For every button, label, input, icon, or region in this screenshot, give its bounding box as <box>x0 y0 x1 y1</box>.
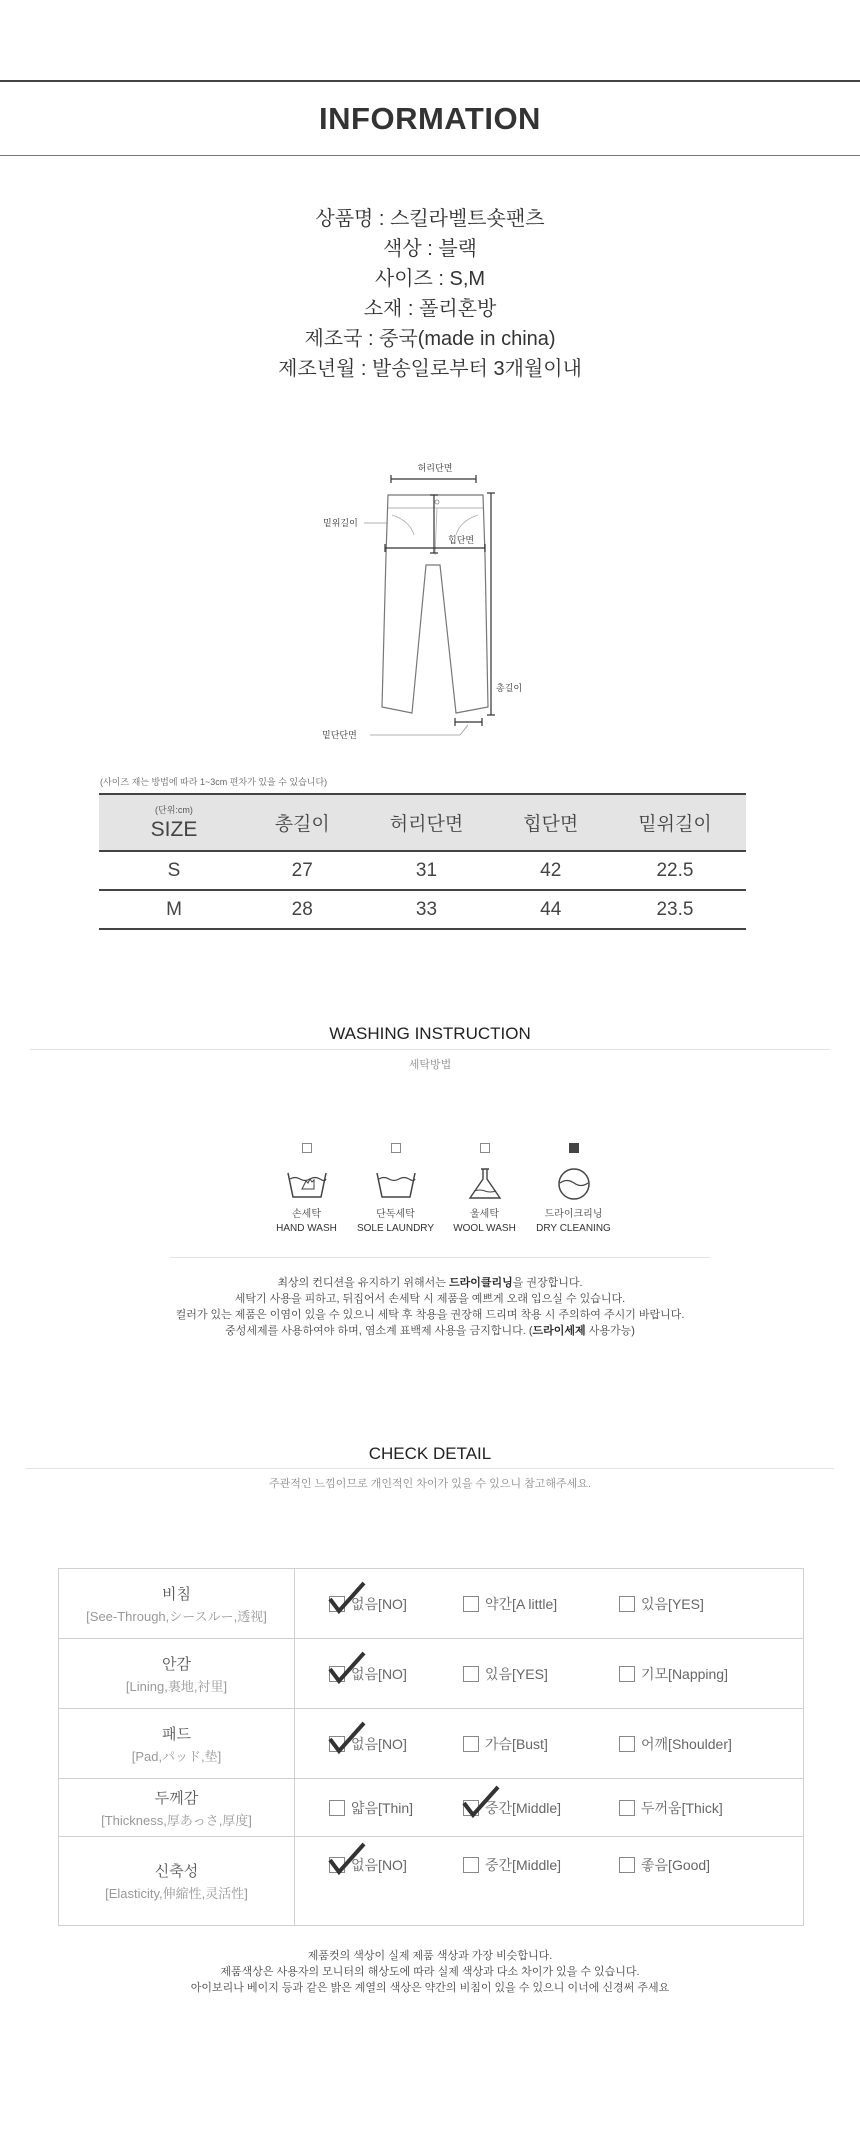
value-cell: 33 <box>415 898 438 920</box>
option[interactable] <box>619 1594 704 1614</box>
note-text: 사용가능) <box>585 1325 635 1337</box>
checkbox[interactable] <box>463 1666 479 1682</box>
size-table-header <box>99 794 746 851</box>
check-detail-title: CHECK DETAIL <box>368 1444 492 1463</box>
value-cell: 28 <box>291 898 313 920</box>
option-label: 없음[NO] <box>351 1735 407 1752</box>
value-cell: 27 <box>291 859 313 881</box>
wash-label-ko: 드라이크리닝 <box>544 1209 603 1220</box>
checkmark-icon <box>327 1721 367 1755</box>
option[interactable] <box>463 1594 557 1614</box>
check-detail-subtitle: 주관적인 느낌이므로 개인적인 차이가 있을 수 있으니 참고해주세요. <box>269 1478 591 1490</box>
option-label: 기모[Napping] <box>641 1665 728 1682</box>
dry-cleaning-icon <box>551 1167 597 1201</box>
checkbox[interactable] <box>619 1596 635 1612</box>
checkbox[interactable] <box>329 1736 345 1752</box>
column-rise: 밑위길이 <box>638 814 712 835</box>
hand-wash-icon <box>284 1167 330 1201</box>
option-checked[interactable] <box>329 1734 407 1754</box>
sole-laundry-icon <box>373 1167 419 1201</box>
column-hip: 힙단면 <box>523 814 579 835</box>
wash-notes <box>0 1275 860 1339</box>
check-row-lining <box>59 1639 803 1709</box>
table-row <box>99 851 746 890</box>
check-label <box>59 1779 295 1836</box>
wash-note-line <box>0 1323 860 1339</box>
product-manufacture-date: 제조년월 : 발송일로부터 3개월이내 <box>278 358 582 380</box>
value-cell: 22.5 <box>656 859 694 881</box>
check-label-ko: 안감 <box>162 1655 191 1673</box>
checkbox[interactable] <box>329 1596 345 1612</box>
size-column-header <box>99 794 249 851</box>
option-label: 없음[NO] <box>351 1857 407 1873</box>
value-cell: 44 <box>540 898 562 920</box>
check-options <box>295 1639 803 1708</box>
value-cell: 31 <box>415 859 438 881</box>
note-text: 을 권장합니다. <box>512 1277 583 1289</box>
option-checked[interactable] <box>463 1798 561 1818</box>
option-label: 없음[NO] <box>351 1595 407 1612</box>
note-text: 중성세제를 사용하여야 하며, 염소계 표백제 사용을 금지합니다. ( <box>225 1325 533 1337</box>
wash-item-hand <box>262 1143 351 1234</box>
option[interactable] <box>619 1664 728 1684</box>
check-label <box>59 1709 295 1778</box>
check-row-pad <box>59 1709 803 1779</box>
wash-label-en: HAND WASH <box>276 1223 337 1234</box>
check-label-en: [Thickness,厚あっさ,厚度] <box>101 1812 252 1828</box>
checkbox[interactable] <box>463 1800 479 1816</box>
check-row-see-through <box>59 1569 803 1639</box>
option[interactable] <box>463 1664 548 1684</box>
check-label-ko: 패드 <box>162 1725 191 1743</box>
check-options <box>295 1709 803 1778</box>
wash-note-line <box>0 1275 860 1291</box>
wash-label-ko: 손세탁 <box>292 1209 321 1220</box>
footer-note-line: 제품색상은 사용자의 모니터의 해상도에 따라 실제 색상과 다소 차이가 있을 수 있습니다. <box>220 1966 640 1978</box>
value-cell: 42 <box>540 859 562 881</box>
size-label: SIZE <box>150 818 198 841</box>
wash-note-line: 세탁기 사용을 피하고, 뒤집어서 손세탁 시 제품을 예쁘게 오래 입으실 수 있습니다. <box>234 1293 626 1305</box>
option-label: 있음[YES] <box>485 1665 548 1682</box>
size-cell: M <box>166 898 182 920</box>
check-detail-table <box>58 1568 804 1926</box>
note-highlight: 드라이클리닝 <box>448 1277 513 1289</box>
check-options <box>295 1779 803 1836</box>
checkmark-icon <box>461 1785 501 1819</box>
wash-icons <box>262 1143 618 1234</box>
option-label: 좋음[Good] <box>641 1857 711 1873</box>
length-label: 총길이 <box>496 684 523 694</box>
option-label: 가슴[Bust] <box>485 1735 548 1752</box>
checkbox[interactable] <box>329 1666 345 1682</box>
option-label: 얇음[Thin] <box>351 1799 414 1816</box>
option[interactable] <box>463 1855 561 1875</box>
check-options <box>295 1569 803 1638</box>
check-row-thickness <box>59 1779 803 1837</box>
wash-item-dry <box>529 1143 618 1234</box>
size-note: (사이즈 재는 방법에 따라 1~3cm 편차가 있을 수 있습니다) <box>100 777 328 787</box>
option-checked[interactable] <box>329 1664 407 1684</box>
unit-label: (단위:cm) <box>155 805 193 815</box>
product-color: 색상 : 블랙 <box>383 238 477 260</box>
footer-note-line: 아이보리나 베이지 등과 같은 밝은 계열의 색상은 약간의 비침이 있을 수 있으니 이너에 신경써 주세요 <box>190 1982 670 1994</box>
checkmark-icon <box>327 1842 367 1876</box>
check-label <box>59 1639 295 1708</box>
option-label: 두꺼움[Thick] <box>641 1799 723 1816</box>
page-title: INFORMATION <box>319 100 541 136</box>
check-options <box>295 1837 803 1925</box>
column-waist: 허리단면 <box>389 814 464 835</box>
checkbox[interactable] <box>329 1857 345 1873</box>
option[interactable] <box>619 1734 732 1754</box>
note-highlight: 드라이세제 <box>532 1325 586 1337</box>
size-cell: S <box>167 859 181 881</box>
checkbox[interactable] <box>463 1736 479 1752</box>
wash-checkbox <box>302 1143 312 1153</box>
wash-item-sole <box>351 1143 440 1234</box>
checkbox[interactable] <box>619 1857 635 1873</box>
checkmark-icon <box>327 1651 367 1685</box>
hem-label: 밑단단면 <box>322 731 357 741</box>
checkbox[interactable] <box>329 1800 345 1816</box>
rise-label: 밑위길이 <box>323 519 358 529</box>
option-checked[interactable] <box>329 1855 407 1875</box>
wash-label-ko: 단독세탁 <box>376 1209 415 1220</box>
note-text: 최상의 컨디션을 유지하기 위해서는 <box>277 1277 449 1289</box>
hip-label: 힙단면 <box>448 536 475 546</box>
footer-notes <box>0 1948 860 1996</box>
table-row <box>99 890 746 929</box>
pants-outline-icon <box>300 455 560 755</box>
checkbox[interactable] <box>619 1736 635 1752</box>
pants-measurement-diagram <box>300 455 560 755</box>
wash-checkbox <box>480 1143 490 1153</box>
checkbox[interactable] <box>463 1857 479 1873</box>
option[interactable] <box>463 1734 548 1754</box>
option[interactable] <box>619 1798 723 1818</box>
product-origin: 제조국 : 중국(made in china) <box>304 328 556 350</box>
check-label <box>59 1837 295 1925</box>
option[interactable] <box>619 1855 710 1875</box>
checkbox[interactable] <box>619 1666 635 1682</box>
size-table <box>99 793 746 930</box>
waist-label: 허리단면 <box>417 464 453 474</box>
wash-item-wool <box>440 1143 529 1234</box>
wash-checkbox <box>391 1143 401 1153</box>
product-name: 상품명 : 스킬라벨트숏팬츠 <box>315 208 545 230</box>
check-label-ko: 신축성 <box>154 1863 199 1880</box>
product-info <box>0 204 860 384</box>
value-cell: 23.5 <box>656 898 694 920</box>
check-label-en: [Lining,裏地,衬里] <box>125 1678 228 1694</box>
check-label-en: [Elasticity,伸縮性,灵活性] <box>105 1886 248 1901</box>
column-total-length: 총길이 <box>274 814 330 835</box>
wash-label-en: SOLE LAUNDRY <box>356 1223 435 1234</box>
product-size: 사이즈 : S,M <box>374 268 486 290</box>
product-material: 소재 : 폴리혼방 <box>363 298 497 320</box>
check-label-en: [See-Through,シースルー,透视] <box>86 1608 267 1624</box>
wash-label-en: WOOL WASH <box>453 1223 516 1234</box>
information-header <box>0 80 860 156</box>
check-label <box>59 1569 295 1638</box>
checkbox[interactable] <box>619 1800 635 1816</box>
check-label-ko: 두께감 <box>154 1789 199 1807</box>
checkbox[interactable] <box>463 1596 479 1612</box>
option-label: 중간[Middle] <box>485 1857 562 1873</box>
wash-label-en: DRY CLEANING <box>536 1223 611 1234</box>
footer-note-line: 제품컷의 색상이 실제 제품 색상과 가장 비슷합니다. <box>307 1950 553 1962</box>
option-label: 있음[YES] <box>641 1595 704 1612</box>
option-label: 약간[A little] <box>485 1595 558 1612</box>
check-label-en: [Pad,パッド,垫] <box>131 1748 222 1764</box>
washing-title: WASHING INSTRUCTION <box>329 1024 531 1043</box>
checkmark-icon <box>327 1581 367 1615</box>
check-detail-divider <box>26 1468 834 1469</box>
check-label-ko: 비침 <box>162 1585 191 1603</box>
option-checked[interactable] <box>329 1594 407 1614</box>
check-row-elasticity <box>59 1837 803 1925</box>
option[interactable] <box>329 1798 413 1818</box>
wash-label-ko: 울세탁 <box>470 1209 499 1220</box>
wool-wash-icon <box>462 1167 508 1201</box>
wash-checkbox-selected <box>569 1143 579 1153</box>
washing-subtitle: 세탁방법 <box>408 1059 452 1071</box>
option-label: 어깨[Shoulder] <box>641 1735 732 1752</box>
washing-divider <box>30 1049 830 1050</box>
wash-notes-divider <box>170 1257 710 1258</box>
option-label: 중간[Middle] <box>485 1799 562 1816</box>
wash-note-line: 컬러가 있는 제품은 이염이 있을 수 있으니 세탁 후 착용을 권장해 드리며 착용 시 주의하여 주시기 바랍니다. <box>175 1309 685 1321</box>
option-label: 없음[NO] <box>351 1665 407 1682</box>
